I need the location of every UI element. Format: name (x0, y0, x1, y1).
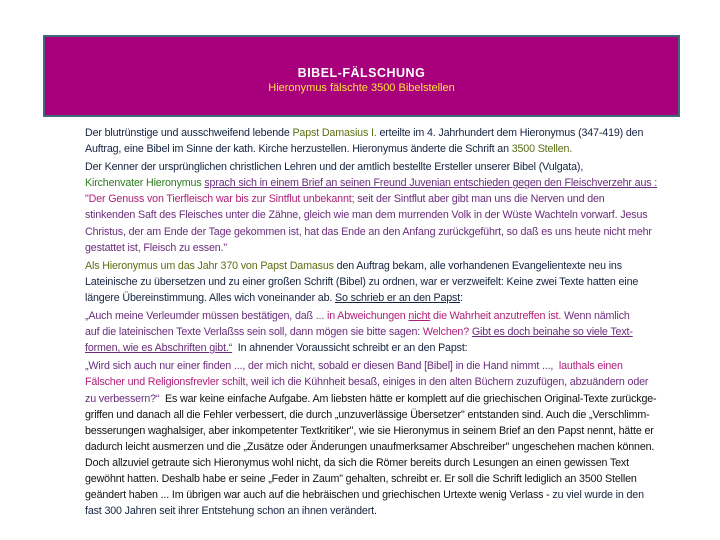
text-segment: 3500 Stellen. (511, 143, 573, 156)
text-segment: zu viel wurde in den (552, 489, 644, 502)
text-segment: : (460, 291, 463, 304)
text-line (85, 439, 695, 455)
text-line (85, 125, 695, 141)
text-segment: Es war keine einfache Aufgabe. Am liebsten hätte er komplett auf die griechischen Original-Texte zurückge- (159, 392, 657, 405)
text-segment: Als Hieronymus um das Jahr 370 von Papst Damasus (85, 259, 334, 272)
title-banner (43, 35, 680, 117)
text-segment: lauthals einen (558, 360, 623, 373)
text-segment: Der Kenner der ursprünglichen christlichen Lehren und der amtlich bestellte Ersteller unserer Bibel (Vulgata), (85, 161, 584, 174)
text-line (85, 487, 695, 503)
underlined-text-segment: Gibt es doch beinahe so viele Text- (471, 326, 633, 339)
text-segment: Lateinische zu übersetzen und zu einer großen Schrift (Bibel) zu ordnen, war er verzweifelt: Keine zwei Texte hatten eine (85, 275, 639, 288)
text-line (85, 308, 695, 324)
text-segment: Welchen? (422, 326, 470, 339)
text-line (85, 391, 695, 407)
text-line (85, 455, 695, 471)
text-segment: geändert haben ... Im übrigen war auch auf die hebräischen und griechischen Urtexte wenig Verlass - (85, 489, 553, 502)
text-segment: Wenn nämlich (561, 310, 630, 323)
text-segment: „Auch meine Verleumder müssen bestätigen, daß ... (85, 310, 328, 323)
text-segment: griffen und danach all die Fehler verbessert, die durch „unzuverlässige Übersetzer" entstanden sind. Auch die „Verschlimm- (85, 408, 650, 421)
text-segment: in Abweichungen (327, 310, 409, 323)
text-line (85, 191, 695, 207)
text-line (85, 207, 695, 223)
underlined-text-segment: nicht (408, 310, 431, 323)
page-title: BIBEL-FÄLSCHUNG (297, 66, 426, 80)
text-segment: besserungen waghalsiger, aber inkompetenter Textkritiker", wie sie Hieronymus in seinem Brief an den Papst nennt, hätte er (85, 424, 654, 437)
text-segment: Der blutrünstige und ausschweifend lebende (85, 127, 293, 139)
text-line (85, 340, 695, 356)
text-line (85, 141, 695, 157)
text-segment: "Der Genuss von Tierfleisch war bis zur Sintflut unbekannt; (85, 193, 355, 206)
text-line (85, 240, 695, 256)
text-segment: dadurch leicht ausmerzen und die „Zusätze oder Änderungen unaufmerksamer Abschreiber" ungeschehen machen können. (85, 440, 655, 453)
text-segment: Kirchenvater Hieronymus (85, 177, 205, 190)
text-line (85, 159, 695, 175)
text-segment: gewöhnt hatten. Deshalb habe er seine „Feder in Zaum" gehalten, schreibt er. Er soll die Schrift lediglich an 3500 Stellen (85, 472, 637, 485)
text-line (85, 407, 695, 423)
underlined-text-segment: formen, wie es Abschriften gibt.“ (85, 342, 233, 355)
text-segment: Fälscher und Religionsfrevler schilt (85, 376, 246, 389)
text-line (85, 503, 695, 519)
text-segment: In ahnender Voraussicht schreibt er an den Papst: (232, 342, 468, 355)
text-line (85, 258, 695, 274)
text-segment: den Auftrag bekam, alle vorhandenen Evangelientexte neu ins (333, 259, 622, 272)
text-segment: gestattet ist, Fleisch zu essen." (85, 241, 228, 254)
text-segment: zu verbessern?“ (85, 392, 160, 405)
text-segment: Doch allzuviel getraute sich Hieronymus wohl nicht, da sich die Römer bereits durch Lesungen an einen gewissen Text (85, 456, 629, 469)
text-segment: Papst Damasius I. (292, 127, 377, 139)
text-segment: seit der Sintflut aber gibt man uns die Nerven und den (354, 193, 605, 206)
text-segment: fast 300 Jahren seit ihrer Entstehung schon an ihnen verändert. (85, 505, 377, 518)
text-line (85, 423, 695, 439)
text-line (85, 324, 695, 340)
text-line (85, 358, 695, 374)
text-segment: „Wird sich auch nur einer finden ..., der mich nicht, sobald er diesen Band [Bibel] in die Hand nimmt ..., (85, 360, 559, 373)
text-segment: erteilte im 4. Jahrhundert dem Hieronymus (347-419) den (376, 127, 644, 139)
text-segment: längere Übereinstimmung. Alles wich voneinander ab. (85, 291, 336, 304)
article-body (85, 125, 695, 519)
text-line (85, 374, 695, 390)
text-segment: Christus, der am Ende der Tage gekommen ist, hat das Ende an den Anfang zurückgeführt, so daß es uns heute nicht mehr (85, 225, 652, 238)
underlined-text-segment: So schrieb er an den Papst (335, 291, 461, 304)
text-line (85, 290, 695, 306)
text-line (85, 224, 695, 240)
text-segment: die Wahrheit anzutreffen ist. (430, 310, 562, 323)
text-line (85, 471, 695, 487)
underlined-text-segment: sprach sich in einem Brief an seinen Freund Juvenian entschieden gegen den Fleischverzehr aus : (204, 177, 658, 190)
text-segment: stinkenden Saft des Fleisches unter die Zähne, gleich wie man dem murrenden Volk in der Wüste Wachteln vorwarf. Jesus (85, 209, 648, 222)
text-segment: auf die lateinischen Texte Verlaßss sein soll, dann mögen sie bitte sagen: (85, 326, 423, 339)
text-line (85, 274, 695, 290)
page-subtitle: Hieronymus fälschte 3500 Bibelstellen (268, 82, 455, 94)
text-segment: , weil ich die Kühnheit besaß, einiges in den alten Büchern zuzufügen, abzuändern oder (245, 376, 649, 389)
text-line (85, 175, 695, 191)
text-segment: Auftrag, eine Bibel im Sinne der kath. Kirche herzustellen. Hieronymus änderte die Schrift an (85, 143, 512, 156)
